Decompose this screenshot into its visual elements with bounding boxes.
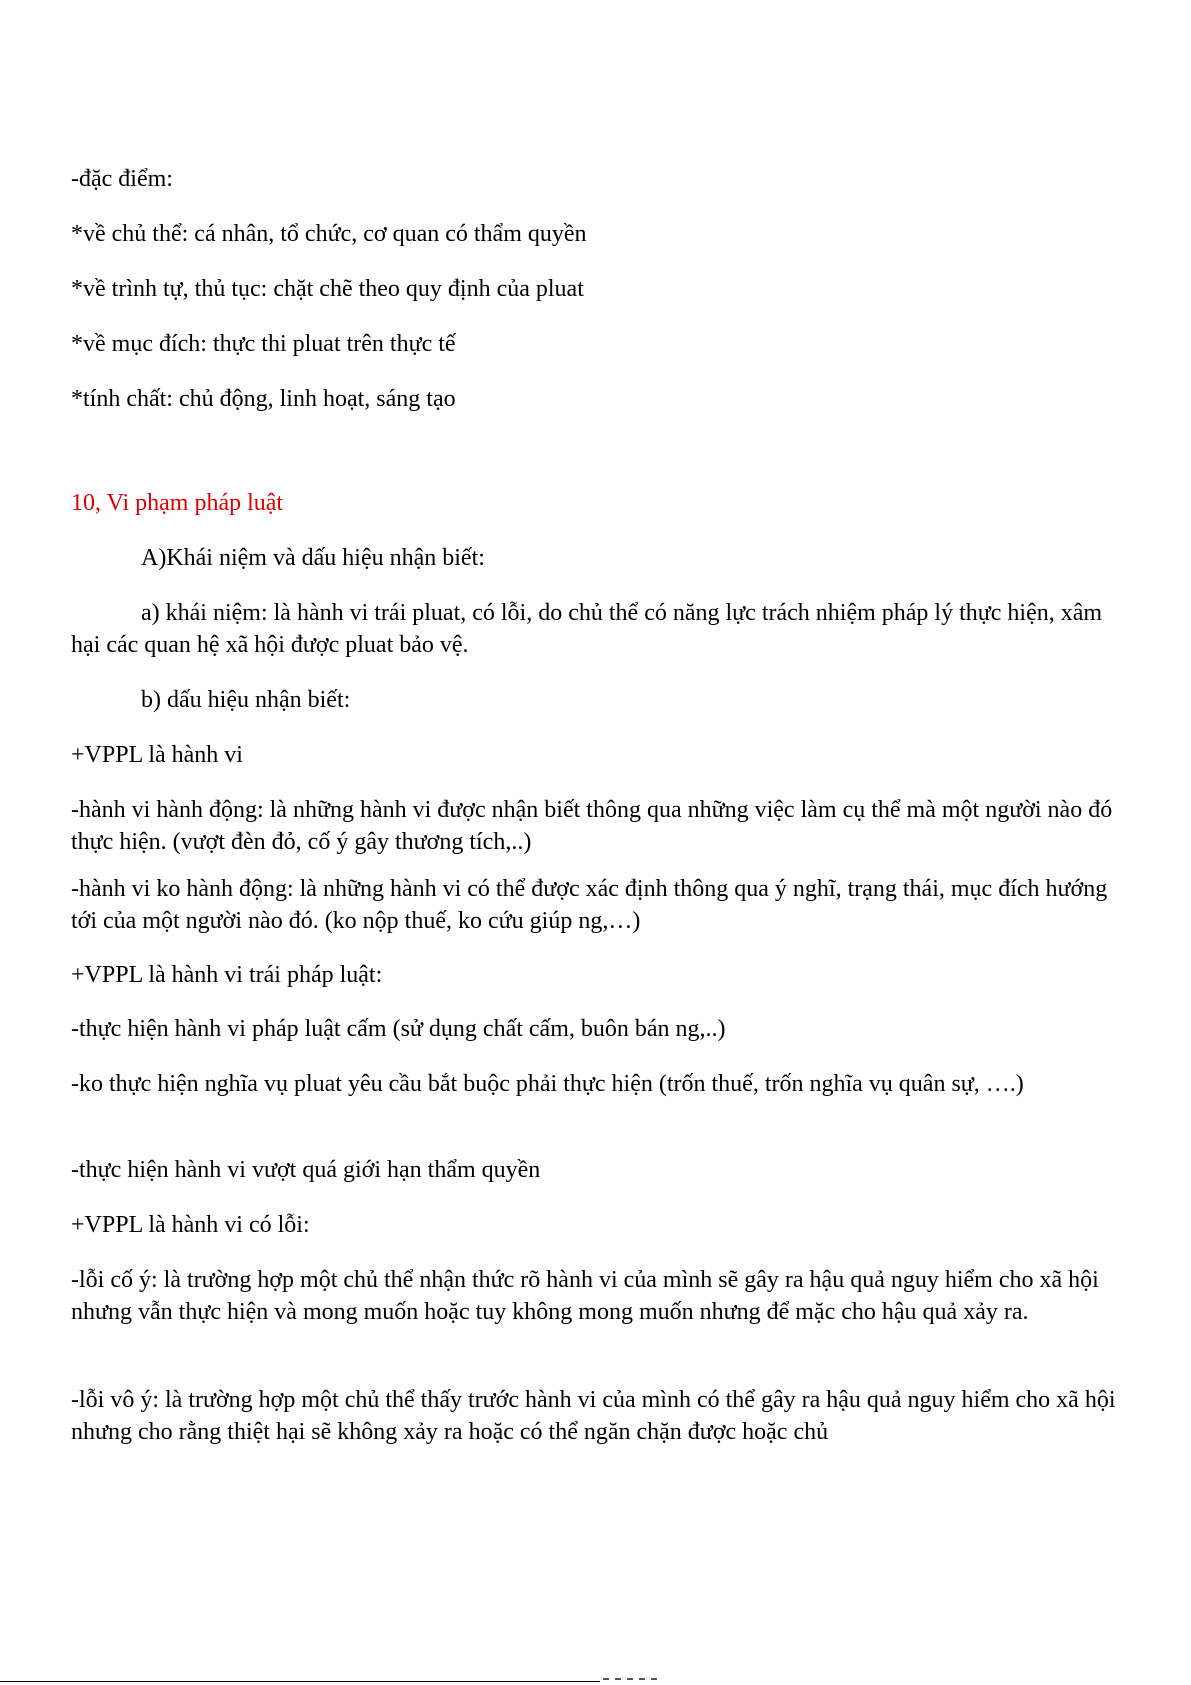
- paragraph-concept: a) khái niệm: là hành vi trái pluat, có lỗi, do chủ thể có năng lực trách nhiệm pháp lý thực hiện, xâm hại các quan hệ xã hội được pluat bảo vệ.: [71, 600, 1103, 658]
- paragraph-subject: *về chủ thể: cá nhân, tổ chức, cơ quan có thẩm quyền: [71, 221, 587, 247]
- paragraph-purpose: *về mục đích: thực thi pluat trên thực tế: [71, 331, 456, 357]
- paragraph-intentional: -lỗi cố ý: là trường hợp một chủ thể nhận thức rõ hành vi của mình sẽ gây ra hậu quả nguy hiểm cho xã hội nhưng vẫn thực hiện và mong muốn hoặc tuy không mong muốn nhưng để mặc cho hậu quả xảy ra.: [71, 1267, 1099, 1325]
- paragraph-negligent: -lỗi vô ý: là trường hợp một chủ thể thấy trước hành vi của mình có thể gây ra hậu quả nguy hiểm cho xã hội nhưng cho rằng thiệt hại sẽ không xảy ra hoặc có thể ngăn chặn được hoặc chủ: [71, 1387, 1116, 1445]
- paragraph-prohibited: -thực hiện hành vi pháp luật cấm (sử dụng chất cấm, buôn bán ng,..): [71, 1016, 726, 1042]
- paragraph-vppl-act: +VPPL là hành vi: [71, 742, 243, 768]
- paragraph-obligation: -ko thực hiện nghĩa vụ pluat yêu cầu bắt buộc phải thực hiện (trốn thuế, trốn nghĩa vụ quân sự, ….): [71, 1071, 1024, 1097]
- page-bottom-rule: [0, 1681, 600, 1682]
- paragraph-action: -hành vi hành động: là những hành vi được nhận biết thông qua những việc làm cụ thể mà một người nào đó thực hiện. (vượt đèn đỏ, cố ý gây thương tích,..): [71, 797, 1113, 855]
- paragraph-procedure: *về trình tự, thủ tục: chặt chẽ theo quy định của pluat: [71, 276, 584, 302]
- page-bottom-artifact: [600, 1678, 720, 1685]
- subheading-signs: b) dấu hiệu nhận biết:: [141, 687, 351, 713]
- paragraph-vppl-unlawful: +VPPL là hành vi trái pháp luật:: [71, 962, 383, 988]
- section-heading-violation: 10, Vi phạm pháp luật: [71, 490, 284, 516]
- paragraph-characteristics: -đặc điểm:: [71, 166, 173, 192]
- subheading-concept-signs: A)Khái niệm và dấu hiệu nhận biết:: [141, 545, 485, 571]
- paragraph-vppl-fault: +VPPL là hành vi có lỗi:: [71, 1212, 310, 1238]
- paragraph-nature: *tính chất: chủ động, linh hoạt, sáng tạo: [71, 386, 456, 412]
- paragraph-inaction: -hành vi ko hành động: là những hành vi có thể được xác định thông qua ý nghĩ, trạng thái, mục đích hướng tới của một người nào đó. (ko nộp thuế, ko cứu giúp ng,…): [71, 876, 1108, 934]
- paragraph-authority: -thực hiện hành vi vượt quá giới hạn thẩm quyền: [71, 1157, 541, 1183]
